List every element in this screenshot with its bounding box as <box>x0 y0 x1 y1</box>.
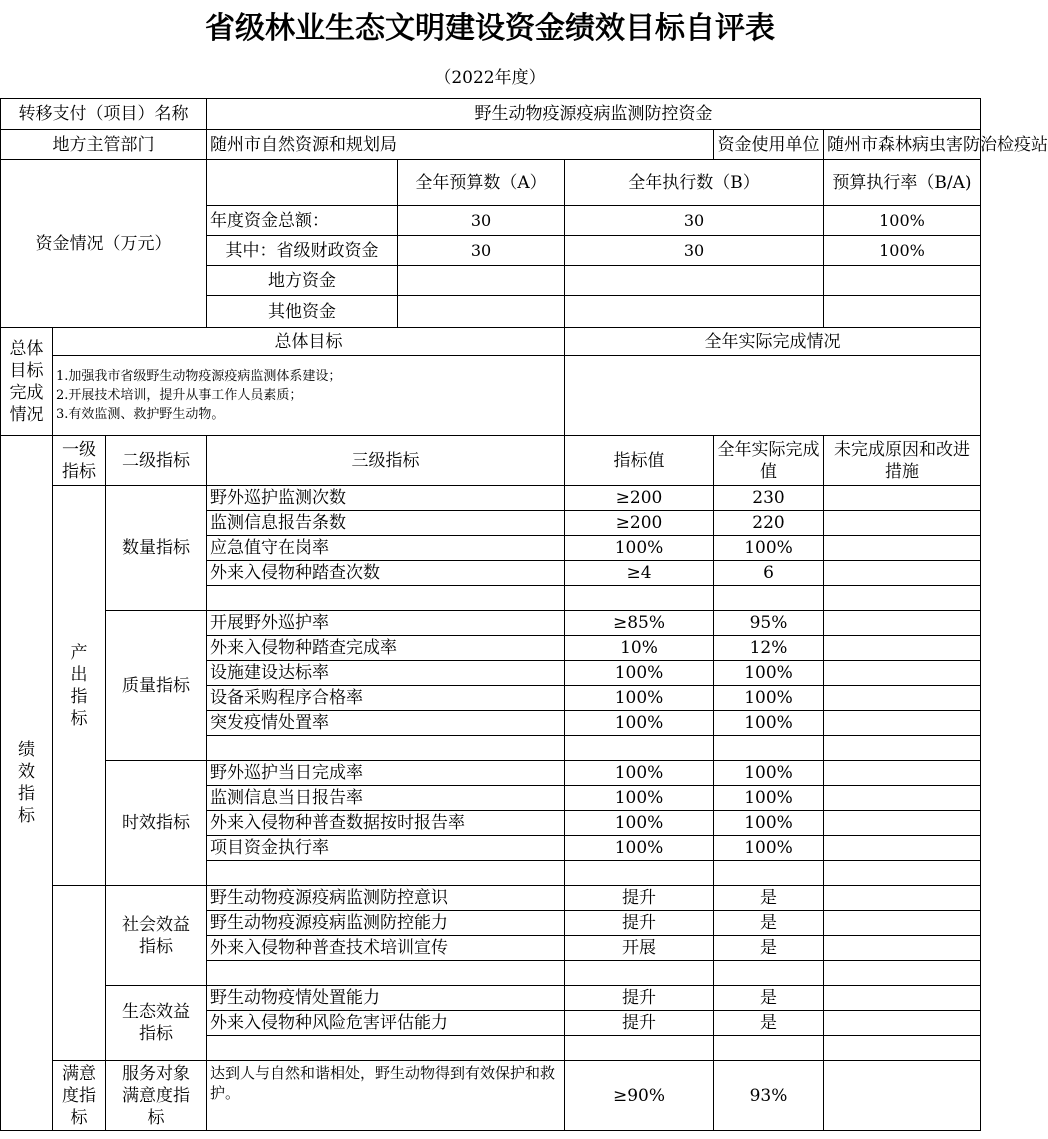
indicator-target: ≥200 <box>565 511 714 536</box>
indicator-name: 外来入侵物种风险危害评估能力 <box>207 1011 565 1036</box>
funds-row-rate: 100% <box>824 206 981 236</box>
indicator-reason <box>824 536 981 561</box>
project-label: 转移支付（项目）名称 <box>1 99 207 130</box>
project-name: 野生动物疫源疫病监测防控资金 <box>207 99 981 130</box>
indicator-name: 设施建设达标率 <box>207 661 565 686</box>
indicator-reason <box>824 636 981 661</box>
indicator-target: 100% <box>565 811 714 836</box>
indicator-actual: 100% <box>714 836 824 861</box>
indicator-actual <box>714 1036 824 1061</box>
indicator-reason <box>824 736 981 761</box>
indicator-actual: 93% <box>714 1061 824 1131</box>
indicator-target: 100% <box>565 711 714 736</box>
indicator-target: ≥200 <box>565 486 714 511</box>
indicator-reason <box>824 986 981 1011</box>
indicator-actual <box>714 586 824 611</box>
funds-row-b: 30 <box>565 236 824 266</box>
indicator-reason <box>824 486 981 511</box>
funds-col-a: 全年预算数（A） <box>398 160 565 206</box>
indicator-target: 提升 <box>565 1011 714 1036</box>
indicator-actual: 是 <box>714 936 824 961</box>
indicator-name: 野生动物疫源疫病监测防控意识 <box>207 886 565 911</box>
dept-value: 随州市自然资源和规划局 <box>207 130 714 160</box>
indicator-name: 监测信息报告条数 <box>207 511 565 536</box>
indicator-reason <box>824 1061 981 1131</box>
funds-col-b: 全年执行数（B） <box>565 160 824 206</box>
funds-row-rate <box>824 296 981 328</box>
dept-label: 地方主管部门 <box>1 130 207 160</box>
indicator-target: 100% <box>565 836 714 861</box>
indicator-target <box>565 1036 714 1061</box>
indicator-name: 外来入侵物种踏查次数 <box>207 561 565 586</box>
indicator-actual: 100% <box>714 686 824 711</box>
funds-row-a <box>398 266 565 296</box>
indicator-reason <box>824 811 981 836</box>
indicator-name: 外来入侵物种普查数据按时报告率 <box>207 811 565 836</box>
goal-line: 3.有效监测、救护野生动物。 <box>56 407 225 422</box>
indicator-actual: 6 <box>714 561 824 586</box>
quantity-label: 数量指标 <box>106 486 207 611</box>
indicator-target <box>565 861 714 886</box>
effect-l1-blank <box>53 886 106 1061</box>
perf-col-target: 指标值 <box>565 436 714 486</box>
indicator-target: 100% <box>565 686 714 711</box>
perf-section-label: 绩效指标 <box>1 436 53 1131</box>
indicator-name: 监测信息当日报告率 <box>207 786 565 811</box>
funds-row-rate: 100% <box>824 236 981 266</box>
indicator-reason <box>824 961 981 986</box>
indicator-actual: 95% <box>714 611 824 636</box>
indicator-actual: 220 <box>714 511 824 536</box>
perf-col-reason: 未完成原因和改进措施 <box>824 436 981 486</box>
indicator-actual: 100% <box>714 811 824 836</box>
indicator-actual <box>714 961 824 986</box>
indicator-actual: 是 <box>714 1011 824 1036</box>
goals-actual-header: 全年实际完成情况 <box>565 328 981 356</box>
indicator-name <box>207 586 565 611</box>
indicator-target: 提升 <box>565 911 714 936</box>
indicator-reason <box>824 561 981 586</box>
social-label: 社会效益指标 <box>106 886 207 986</box>
indicator-name: 设备采购程序合格率 <box>207 686 565 711</box>
indicator-reason <box>824 861 981 886</box>
indicator-name <box>207 736 565 761</box>
perf-col-actual: 全年实际完成值 <box>714 436 824 486</box>
goals-target-text <box>53 356 565 436</box>
indicator-name: 突发疫情处置率 <box>207 711 565 736</box>
indicator-target: ≥90% <box>565 1061 714 1131</box>
time-label: 时效指标 <box>106 761 207 886</box>
output-label: 产出指标 <box>53 486 106 886</box>
satisfaction-l1-label: 满意度指标 <box>53 1061 106 1131</box>
indicator-name: 外来入侵物种普查技术培训宣传 <box>207 936 565 961</box>
funds-row-label: 年度资金总额： <box>207 206 398 236</box>
funds-col-rate: 预算执行率（B/A) <box>824 160 981 206</box>
indicator-name: 野外巡护当日完成率 <box>207 761 565 786</box>
goals-section-label: 总体目标完成情况 <box>1 328 53 436</box>
eco-label: 生态效益指标 <box>106 986 207 1061</box>
indicator-actual: 是 <box>714 986 824 1011</box>
indicator-actual: 100% <box>714 786 824 811</box>
funds-row-a: 30 <box>398 236 565 266</box>
indicator-actual <box>714 736 824 761</box>
indicator-reason <box>824 786 981 811</box>
funds-section-label: 资金情况（万元） <box>1 160 207 328</box>
goals-target-header: 总体目标 <box>53 328 565 356</box>
indicator-reason <box>824 611 981 636</box>
indicator-target: 开展 <box>565 936 714 961</box>
indicator-reason <box>824 586 981 611</box>
funds-row-label: 地方资金 <box>207 266 398 296</box>
goals-actual-text <box>565 356 981 436</box>
indicator-name <box>207 961 565 986</box>
indicator-target: 10% <box>565 636 714 661</box>
quality-label: 质量指标 <box>106 611 207 761</box>
indicator-reason <box>824 711 981 736</box>
indicator-target <box>565 736 714 761</box>
indicator-actual: 是 <box>714 886 824 911</box>
indicator-target: 100% <box>565 786 714 811</box>
funds-row-b <box>565 266 824 296</box>
indicator-name: 外来入侵物种踏查完成率 <box>207 636 565 661</box>
page-title: 省级林业生态文明建设资金绩效目标自评表 <box>205 11 775 46</box>
indicator-actual: 100% <box>714 711 824 736</box>
indicator-name: 野生动物疫情处置能力 <box>207 986 565 1011</box>
funds-row-a: 30 <box>398 206 565 236</box>
indicator-reason <box>824 1011 981 1036</box>
indicator-reason <box>824 761 981 786</box>
indicator-name <box>207 1036 565 1061</box>
year-subtitle: （2022年度） <box>434 68 546 88</box>
indicator-actual: 230 <box>714 486 824 511</box>
goal-line: 1.加强我市省级野生动物疫源疫病监测体系建设； <box>56 369 342 384</box>
indicator-reason <box>824 511 981 536</box>
funds-header-blank <box>207 160 398 206</box>
funds-row-label: 其他资金 <box>207 296 398 328</box>
indicator-target: 100% <box>565 661 714 686</box>
indicator-actual: 100% <box>714 536 824 561</box>
indicator-actual: 100% <box>714 661 824 686</box>
funds-row-label: 其中：省级财政资金 <box>207 236 398 266</box>
indicator-target: 100% <box>565 761 714 786</box>
satisfaction-l2-label: 服务对象满意度指标 <box>106 1061 207 1131</box>
perf-col-l1: 一级指标 <box>53 436 106 486</box>
indicator-actual <box>714 861 824 886</box>
evaluation-table <box>0 98 1048 1131</box>
funds-row-b <box>565 296 824 328</box>
unit-label: 资金使用单位 <box>714 130 824 160</box>
indicator-target <box>565 961 714 986</box>
indicator-target: ≥4 <box>565 561 714 586</box>
indicator-actual: 是 <box>714 911 824 936</box>
indicator-reason <box>824 1036 981 1061</box>
indicator-target: 提升 <box>565 986 714 1011</box>
indicator-target: ≥85% <box>565 611 714 636</box>
indicator-target: 100% <box>565 536 714 561</box>
indicator-reason <box>824 686 981 711</box>
indicator-reason <box>824 836 981 861</box>
indicator-reason <box>824 936 981 961</box>
indicator-reason <box>824 911 981 936</box>
indicator-name: 野外巡护监测次数 <box>207 486 565 511</box>
indicator-target: 提升 <box>565 886 714 911</box>
indicator-reason <box>824 886 981 911</box>
perf-col-l2: 二级指标 <box>106 436 207 486</box>
indicator-name <box>207 861 565 886</box>
funds-row-rate <box>824 266 981 296</box>
perf-col-l3: 三级指标 <box>207 436 565 486</box>
funds-row-a <box>398 296 565 328</box>
indicator-reason <box>824 661 981 686</box>
indicator-actual: 100% <box>714 761 824 786</box>
indicator-target <box>565 586 714 611</box>
indicator-name: 野生动物疫源疫病监测防控能力 <box>207 911 565 936</box>
indicator-name: 项目资金执行率 <box>207 836 565 861</box>
indicator-actual: 12% <box>714 636 824 661</box>
indicator-name: 应急值守在岗率 <box>207 536 565 561</box>
unit-value: 随州市森林病虫害防治检疫站 <box>824 130 981 160</box>
indicator-name: 达到人与自然和谐相处，野生动物得到有效保护和救护。 <box>207 1061 565 1131</box>
indicator-name: 开展野外巡护率 <box>207 611 565 636</box>
funds-row-b: 30 <box>565 206 824 236</box>
goal-line: 2.开展技术培训，提升从事工作人员素质； <box>56 388 303 403</box>
